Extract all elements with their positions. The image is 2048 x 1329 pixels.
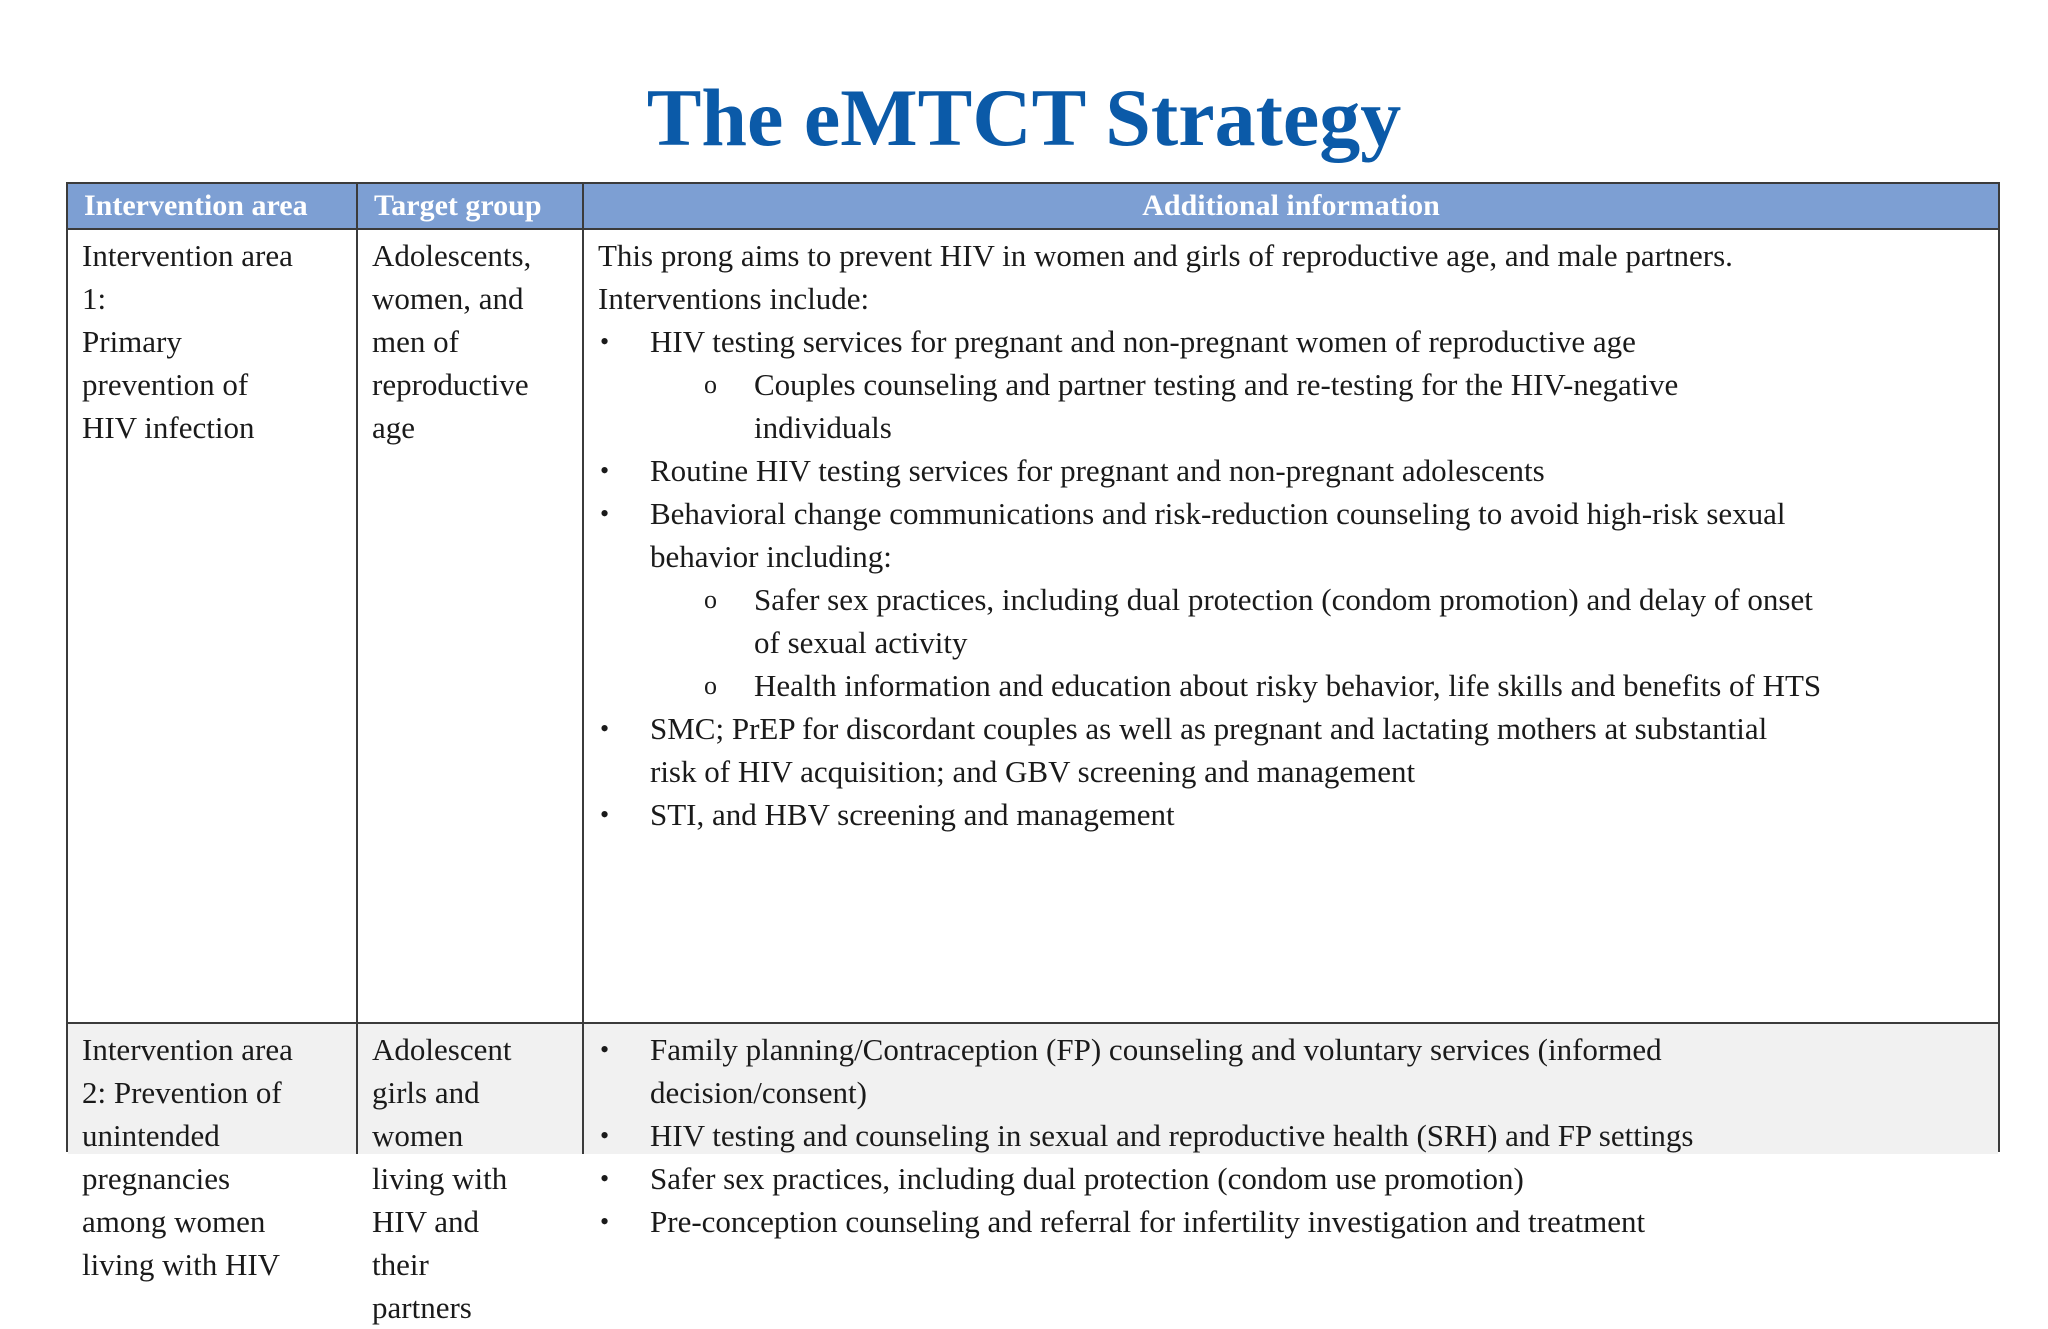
list-item — [598, 449, 1984, 492]
list-item — [598, 1200, 1984, 1243]
text-line: pregnancies — [82, 1161, 231, 1196]
list-item — [598, 492, 1984, 707]
target-group-cell — [358, 230, 584, 1022]
table-row — [68, 230, 1998, 1024]
text-line: Intervention area — [82, 1032, 293, 1067]
text-line: Health information and education about risky behavior, life skills and benefits of HTS — [754, 668, 1822, 703]
bullet-icon: • — [600, 1121, 610, 1150]
circle-bullet-icon: o — [704, 585, 717, 614]
text-line: decision/consent) — [650, 1075, 867, 1110]
intervention-area-text — [68, 230, 356, 449]
text-line: Interventions include: — [598, 281, 870, 316]
bullet-list — [598, 1028, 1984, 1243]
text-line: men of — [372, 324, 459, 359]
bullet-icon: • — [600, 327, 610, 356]
bullet-icon: • — [600, 499, 610, 528]
bullet-icon: • — [600, 1207, 610, 1236]
text-line: risk of HIV acquisition; and GBV screening and management — [650, 754, 1416, 789]
list-item — [598, 793, 1984, 836]
text-line: STI, and HBV screening and management — [650, 797, 1175, 832]
list-item — [598, 707, 1984, 793]
text-line: prevention of — [82, 367, 249, 402]
target-group-cell — [358, 1024, 584, 1325]
sub-bullet-list — [650, 363, 1984, 449]
sub-list-item — [650, 664, 1984, 707]
text-line: Pre-conception counseling and referral for infertility investigation and treatment — [650, 1204, 1646, 1239]
table-header-row — [68, 184, 1998, 230]
text-line: Primary — [82, 324, 182, 359]
text-line: reproductive — [372, 367, 529, 402]
text-line: HIV testing and counseling in sexual and reproductive health (SRH) and FP settings — [650, 1118, 1694, 1153]
bullet-icon: • — [600, 800, 610, 829]
text-line: behavior including: — [650, 539, 892, 574]
bullet-icon: • — [600, 456, 610, 485]
text-line: living with — [372, 1161, 508, 1196]
table-row — [68, 1024, 1998, 1325]
strategy-table — [66, 182, 2000, 1325]
text-line: Couples counseling and partner testing and re-testing for the HIV-negative — [754, 367, 1679, 402]
intervention-area-cell — [68, 230, 358, 1022]
intervention-area-cell — [68, 1024, 358, 1282]
text-line: Adolescent — [372, 1032, 512, 1067]
text-line: This prong aims to prevent HIV in women and girls of reproductive age, and male partners. — [598, 238, 1733, 273]
sub-list-item — [650, 363, 1984, 449]
list-item — [598, 1114, 1984, 1157]
bullet-icon: • — [600, 714, 610, 743]
header-additional-information: Additional information — [1142, 189, 1440, 222]
text-line: Routine HIV testing services for pregnant and non-pregnant adolescents — [650, 453, 1545, 488]
text-line: of sexual activity — [754, 625, 968, 660]
text-line: age — [372, 410, 416, 445]
text-line: women — [372, 1118, 464, 1153]
text-line: HIV testing services for pregnant and non-pregnant women of reproductive age — [650, 324, 1636, 359]
text-line: living with HIV — [82, 1247, 281, 1282]
header-target-group: Target group — [358, 184, 584, 228]
list-item — [598, 320, 1984, 449]
text-line: unintended — [82, 1118, 220, 1153]
text-line: their — [372, 1247, 429, 1282]
bullet-list — [598, 320, 1984, 836]
text-line: 1: — [82, 281, 107, 316]
circle-bullet-icon: o — [704, 671, 717, 700]
text-line: Intervention area — [82, 238, 293, 273]
list-item — [598, 1028, 1984, 1114]
text-line: partners — [372, 1290, 472, 1325]
header-intervention-area: Intervention area — [68, 184, 358, 228]
text-line: HIV and — [372, 1204, 480, 1239]
text-line: women, and — [372, 281, 524, 316]
text-line: Safer sex practices, including dual protection (condom promotion) and delay of onset — [754, 582, 1813, 617]
intervention-area-text — [68, 1024, 356, 1286]
intro-paragraph — [598, 234, 1984, 320]
text-line: HIV infection — [82, 410, 255, 445]
additional-information-cell — [584, 230, 1998, 1022]
text-line: Safer sex practices, including dual protection (condom use promotion) — [650, 1161, 1524, 1196]
text-line: individuals — [754, 410, 892, 445]
text-line: 2: Prevention of — [82, 1075, 282, 1110]
page-title: The eMTCT Strategy — [646, 72, 1402, 163]
target-group-text — [358, 230, 582, 449]
text-line: Family planning/Contraception (FP) counseling and voluntary services (informed — [650, 1032, 1662, 1067]
text-line: among women — [82, 1204, 266, 1239]
sub-list-item — [650, 578, 1984, 664]
bullet-icon: • — [600, 1035, 610, 1064]
bullet-icon: • — [600, 1164, 610, 1193]
text-line: Adolescents, — [372, 238, 532, 273]
text-line: Behavioral change communications and risk-reduction counseling to avoid high-risk sexual — [650, 496, 1786, 531]
circle-bullet-icon: o — [704, 370, 717, 399]
additional-information-text — [584, 1024, 1998, 1243]
additional-information-text — [584, 230, 1998, 836]
target-group-text — [358, 1024, 582, 1329]
additional-information-cell — [584, 1024, 1998, 1239]
list-item — [598, 1157, 1984, 1200]
text-line: girls and — [372, 1075, 480, 1110]
sub-bullet-list — [650, 578, 1984, 707]
text-line: SMC; PrEP for discordant couples as well as pregnant and lactating mothers at substantial — [650, 711, 1768, 746]
